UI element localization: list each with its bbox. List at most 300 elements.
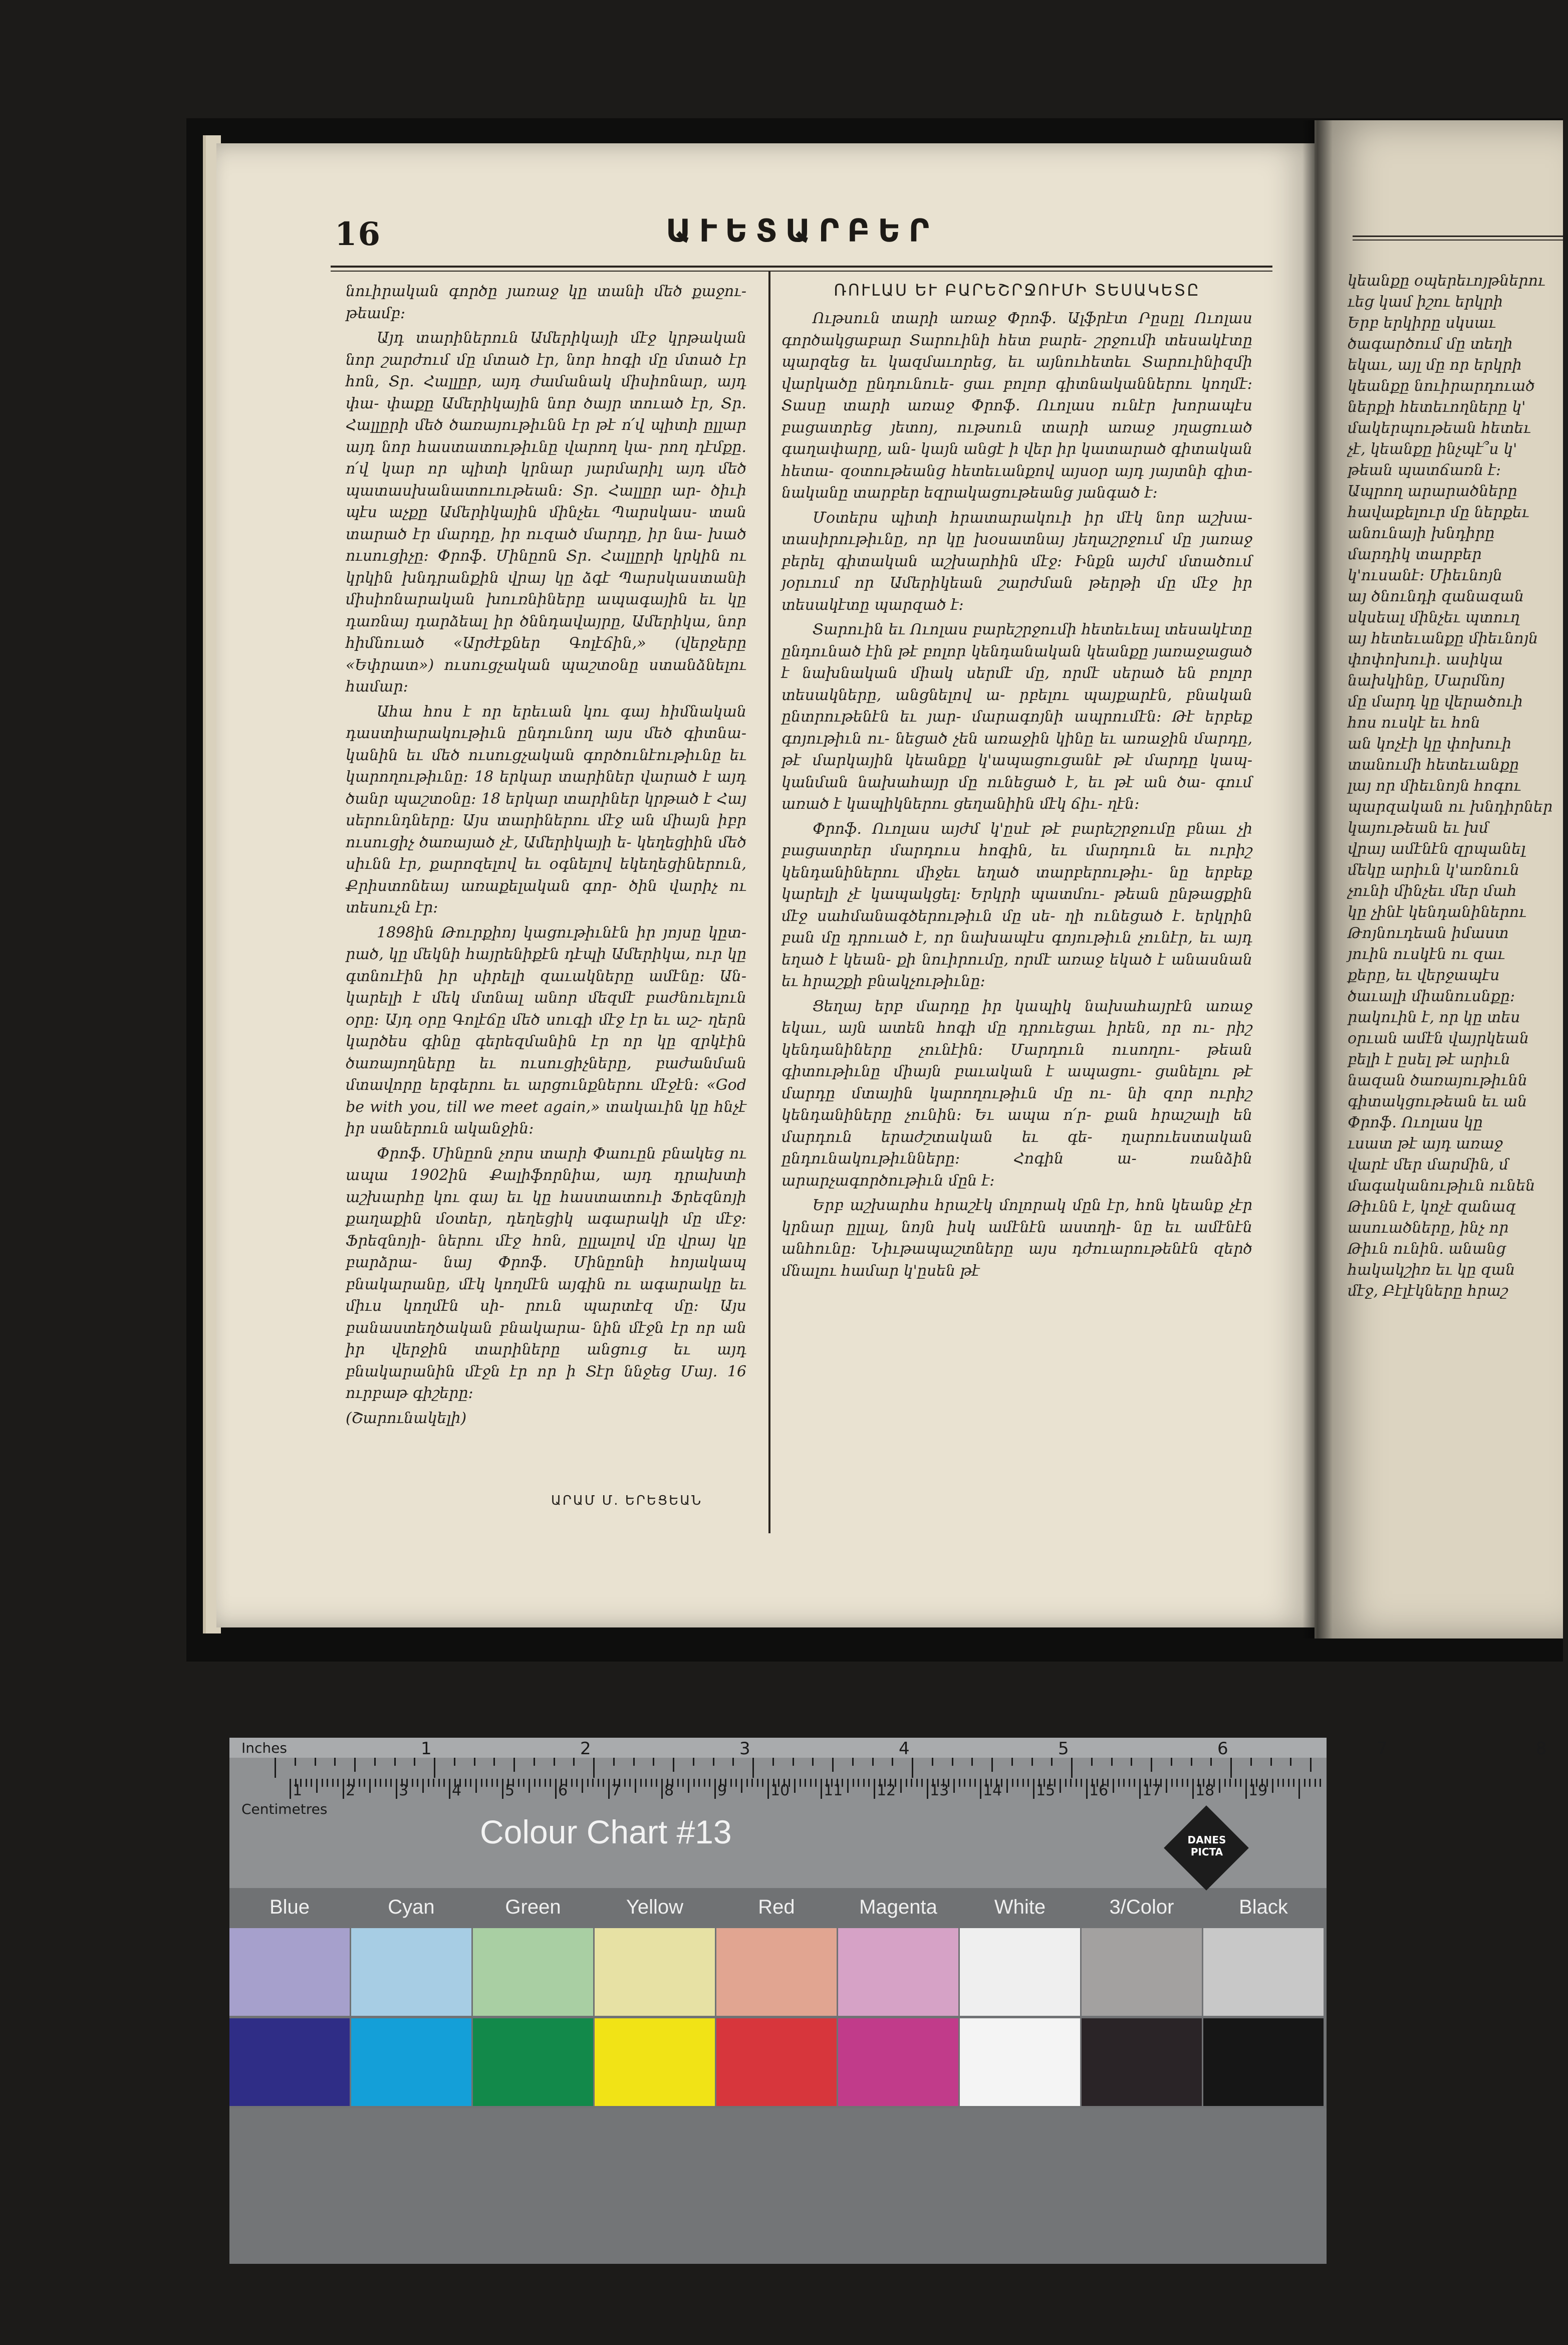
facing-page-line: այ ծնունդի զանազան — [1348, 588, 1524, 605]
swatch-label: Red — [758, 1896, 795, 1918]
swatch-dark — [838, 2018, 958, 2106]
cm-tick — [359, 1779, 360, 1787]
cm-tick — [290, 1779, 291, 1799]
cm-number: 8 — [664, 1782, 674, 1799]
logo-text: DANES PICTA — [1187, 1834, 1226, 1858]
continued-note: (Շարունակելի) — [346, 1409, 467, 1427]
cm-tick — [959, 1779, 960, 1787]
paragraph: Ցեղայ երբ մարդը իր կապիկ նախահայրէն առաջ եկաւ, այն ատեն հոգի մը դրուեցաւ իրեն, որ ու- րիշ կենդանիները չունէին։ Մարդուն ուսողու- թեան գիտութիւնը միայն բաւական է ապացու- ցանելու թէ մարդը մտային կարողութիւն մը ու- նի զոր ուրիշ կենդանիները չունին։ Եւ ապա ո՛ր- քան հրաշալի են մարդուն երաժշտական եւ գե- ղարուեստական ընդունակութիւնները։ Հոգին ա- ռանձին արարչագործութիւն մըն է։ — [781, 997, 1252, 1190]
paragraph: Այդ տարիներուն Ամերիկայի մէջ կրթական նոր շարժում մը մտած էր, նոր հոգի մը մտած էր հոն, Տր. Հալլըր, այդ ժամանակ միսիոնար, այդ փա- փաքը Ամերիկային նոր ծայր տուած էր, Տր. Հալլըրի մեծ ծառայութիւնն էր թէ ո՛վ պիտի ըլլար այդ նոր հաստատութիւնը վարող կա- րող դէմքը. ո՛վ կար որ պիտի կրնար յարմարիլ այդ մեծ պատասխանատուութեան։ Տր. Հալլըր ար- ծիւի պէս աչքը Ամերիկային մինչեւ Պարսկաս- տան տարած էր մարդը, իր ուզած մարդը, իր նա- խած ուսուցիչը։ Փրոֆ. Մինըոն Տր. Հալլըրի կրկին ու կրկին խնդրանքին վրայ կը ձգէ Պարսկաստանի միսիոնարական խուռնիները ապագային եւ կը դառնայ դարձեալ իր ծննդավայրը, Ամերիկա, նոր հիմնուած «Արժէքներ Գոլէճին,» (վերջերը «Եփրատ») ուսուցչական պաշտօնը ստանձնելու համար։ — [346, 329, 746, 695]
cm-tick — [800, 1779, 801, 1787]
facing-page-line: ան կոչէի կը փոխուի — [1348, 735, 1512, 753]
right-column — [781, 281, 1252, 1285]
facing-page-line: Թոյնուդեան իմաստ — [1348, 924, 1509, 942]
facing-page-line: թեան պատճառն է։ — [1348, 461, 1501, 479]
cm-tick — [1129, 1779, 1130, 1787]
cm-tick — [486, 1779, 487, 1787]
cm-tick — [1293, 1779, 1294, 1787]
facing-page-line: Երբ երկիրը սկսաւ — [1348, 314, 1496, 332]
inch-tick — [852, 1758, 854, 1766]
inch-tick — [513, 1758, 515, 1772]
cm-tick — [1033, 1779, 1034, 1799]
cm-tick — [746, 1779, 748, 1787]
cm-tick — [375, 1779, 376, 1787]
facing-page-line: մարդիկ տարբեր — [1348, 546, 1482, 563]
cm-tick — [730, 1779, 732, 1787]
cm-number: 3 — [399, 1782, 409, 1799]
cm-number: 19 — [1248, 1782, 1268, 1799]
cm-tick — [380, 1779, 381, 1787]
inch-tick — [573, 1758, 575, 1766]
inch-tick — [1290, 1758, 1291, 1766]
cm-tick — [443, 1779, 445, 1787]
swatch-label: Blue — [269, 1896, 310, 1918]
cm-tick — [396, 1779, 397, 1799]
inch-number: 6 — [1217, 1739, 1228, 1759]
cm-tick — [624, 1779, 626, 1787]
cm-tick — [911, 1779, 912, 1787]
inch-tick — [872, 1758, 874, 1766]
cm-tick — [874, 1779, 875, 1799]
column-divider — [768, 271, 770, 1533]
facing-page-line: հոս ուսկէ եւ հոն — [1348, 714, 1480, 732]
swatch-label: Magenta — [859, 1896, 937, 1918]
inch-tick — [334, 1758, 336, 1766]
inch-tick — [1250, 1758, 1252, 1766]
facing-page-line: յուին ուսկէն ու զաւ — [1348, 946, 1505, 963]
paragraph: Մօտերս պիտի հրատարակուի իր մէկ նոր աշխա- տասիրութիւնը, որ կը խօսատնայ յեղաշրջում մը յառաջ բերել գիտական աշխարհին մէջ։ Ինքն այժմ մտածում յօրւում որ Ամերիկեան շարժման թերթի մը մէջ իր տեսակէտը պարզած է։ — [781, 509, 1252, 614]
cm-tick — [767, 1779, 769, 1799]
inch-tick — [793, 1758, 794, 1766]
facing-page-line: Ապրող արարածները — [1348, 483, 1517, 500]
inch-tick — [374, 1758, 376, 1766]
paragraph: Երբ աշխարհս հրաշէկ մոլորակ մըն էր, հոն կեանք չէր կրնար ըլլալ, նոյն իսկ ամէնէն աստղի- նը եւ ամէնէն անհունը։ Նիւթապաշտները այս դժուարութենէն զերծ մնալու համար կ'ըսեն թէ — [781, 1197, 1252, 1280]
cm-tick — [916, 1779, 918, 1787]
cm-tick — [364, 1779, 365, 1787]
facing-page-text — [1348, 271, 1568, 1302]
inch-tick — [952, 1758, 953, 1766]
swatch-label: Green — [505, 1896, 561, 1918]
cm-number: 14 — [983, 1782, 1002, 1799]
cm-tick — [539, 1779, 541, 1787]
cm-tick — [640, 1779, 642, 1787]
ruler — [229, 1738, 1547, 1888]
cm-tick — [757, 1779, 758, 1787]
cm-number: 1 — [293, 1782, 303, 1799]
cm-tick — [1123, 1779, 1125, 1787]
colour-chart — [229, 1738, 1547, 2264]
inch-number: 5 — [1058, 1739, 1069, 1759]
inch-tick — [1011, 1758, 1013, 1766]
inch-tick — [1210, 1758, 1212, 1766]
inch-tick — [315, 1758, 316, 1766]
paragraph: 1898ին Թուրքիոյ կացութիւնէն իր յոյսը կըտ- րած, կը մեկնի հայրենիքէն դէպի Ամերիկա, ուր կը գտնուէին իր սիրելի զաւակները ամէնը։ Ան- կարելի է մեկ մտնալ անոր մեզմէ բաժնուելուն օրը։ Այդ օրը Գոլէճը մեծ սուգի մէջ էր եւ աշ- ղերն կարծես գինը գերեզմանին էր որ կը զրկէին ծառայողները եւ ուսուցիչները, բաժանման մտավորը երգերու եւ արցունքներու մէջէն։ «God be with you, till we meet again,» տակաւին կը հնչէ իր սաներուն ականջին։ — [346, 923, 746, 1137]
facing-page-line: Թիւնն է, կոչէ զանազ — [1348, 1198, 1516, 1216]
cm-tick — [316, 1779, 318, 1793]
inches-label: Inches — [241, 1740, 287, 1756]
inch-tick — [1270, 1758, 1272, 1766]
cm-tick — [1219, 1779, 1220, 1793]
cm-tick — [980, 1779, 981, 1799]
cm-tick — [741, 1779, 742, 1793]
inch-tick — [772, 1758, 774, 1766]
cm-tick — [433, 1779, 434, 1787]
inch-tick — [693, 1758, 694, 1766]
cm-number: 17 — [1142, 1782, 1162, 1799]
cm-tick — [635, 1779, 636, 1793]
facing-page-line: հակակշիռ եւ կը զան — [1348, 1261, 1515, 1279]
cm-tick — [1304, 1779, 1305, 1787]
facing-header-rule — [1353, 236, 1563, 237]
facing-page-line: կը չինէ կենդանիներու — [1348, 903, 1526, 921]
cm-tick — [629, 1779, 631, 1787]
cm-number: 7 — [611, 1782, 621, 1799]
cm-tick — [337, 1779, 339, 1787]
swatch-dark — [960, 2018, 1080, 2106]
swatch-light — [351, 1928, 471, 2016]
facing-page-line: ւեց կամ իշու երկրի — [1348, 293, 1503, 311]
cm-tick — [422, 1779, 424, 1793]
cm-tick — [1240, 1779, 1241, 1787]
inch-tick — [493, 1758, 495, 1766]
inch-tick — [295, 1758, 296, 1766]
inch-tick — [414, 1758, 415, 1766]
cm-tick — [682, 1779, 684, 1787]
cm-tick — [1166, 1779, 1167, 1793]
cm-tick — [1288, 1779, 1289, 1787]
cm-number: 11 — [824, 1782, 843, 1799]
swatch-label: Yellow — [626, 1896, 684, 1918]
inch-scale — [229, 1738, 1327, 1758]
cm-tick — [592, 1779, 594, 1787]
inch-tick — [534, 1758, 535, 1766]
cm-number: 6 — [558, 1782, 568, 1799]
cm-tick — [688, 1779, 689, 1793]
cm-tick — [821, 1779, 822, 1799]
cm-tick — [714, 1779, 716, 1799]
facing-page-line: վարէ մեր մարմին, մ — [1348, 1156, 1509, 1174]
cm-tick — [853, 1779, 854, 1787]
cm-tick — [1171, 1779, 1173, 1787]
facing-page-line: ներքի հետեւողները կ' — [1348, 398, 1526, 416]
cm-tick — [496, 1779, 498, 1787]
swatch-light — [473, 1928, 593, 2016]
cm-tick — [1081, 1779, 1082, 1787]
swatch-light — [960, 1928, 1080, 2016]
facing-page-line: լայ որ միեւնոյն հոգու — [1348, 777, 1521, 795]
cm-tick — [322, 1779, 323, 1787]
cm-tick — [698, 1779, 700, 1787]
inch-tick — [593, 1758, 595, 1778]
cm-tick — [751, 1779, 753, 1787]
facing-page-line: կեանքը օպերեւոյթներու — [1348, 272, 1545, 290]
cm-tick — [1272, 1779, 1273, 1793]
facing-page-line: Փրոֆ. Ուոլաս կը — [1348, 1114, 1483, 1131]
header-rule — [331, 266, 1272, 268]
cm-tick — [815, 1779, 817, 1787]
inch-tick — [1310, 1758, 1312, 1772]
cm-tick — [805, 1779, 806, 1787]
cm-tick — [438, 1779, 440, 1787]
cm-tick — [343, 1779, 344, 1799]
cm-tick — [1224, 1779, 1226, 1787]
inch-number: 4 — [899, 1739, 910, 1759]
swatch-dark — [473, 2018, 593, 2106]
paragraph: Տարուին եւ Ուոլաս բարեշրջումի հետեւեալ տեսակէտը ընդունած էին թէ բոլոր կենդանական կեանքը յառաջացած է նախնական միակ սերմէ մը, որմէ սերած են բոլոր տեսակները, անցնելով ա- րբելու պայքարէն, բնական ընտրութենէն եւ յար- մարագոյնի ապրումէն։ Թէ երբեք գոյութիւն ու- նեցած չեն առաջին կինը եւ առաջին մարդը, թէ մարկային կեանքը կ'ապացուցանէ թէ մարդը կապ- կանման նախահայր մը ունեցած է, եւ թէ ան ծա- գում առած է կապիկներու ցեղանիին մէկ ճիւ- ղէն։ — [781, 621, 1252, 813]
cm-tick — [868, 1779, 870, 1787]
left-column — [346, 281, 746, 1432]
inch-tick — [354, 1758, 356, 1772]
inch-tick — [434, 1758, 435, 1778]
facing-page-line: մէջ, Բէլէկները հրաշ — [1348, 1282, 1508, 1300]
article-heading: ՌՈՒԼԱՍ ԵՒ ԲԱՐԵՇՐՋՈՒՄԻ ՏԵՍԱԿԵՏԸ — [834, 281, 1200, 300]
book-gutter — [1302, 120, 1333, 1638]
swatch-light — [1082, 1928, 1202, 2016]
cm-tick — [603, 1779, 604, 1787]
cm-tick — [1182, 1779, 1183, 1787]
cm-tick — [1192, 1779, 1194, 1799]
facing-page-line: րակուին է, որ կը տես — [1348, 1009, 1520, 1026]
inch-tick — [554, 1758, 555, 1766]
cm-tick — [906, 1779, 907, 1787]
cm-tick — [385, 1779, 387, 1787]
swatch-label: 3/Color — [1109, 1896, 1174, 1918]
inch-tick — [1071, 1758, 1073, 1778]
inch-tick — [752, 1758, 754, 1778]
inch-tick — [932, 1758, 933, 1766]
inch-tick — [832, 1758, 834, 1772]
cm-tick — [449, 1779, 450, 1799]
inch-tick — [1051, 1758, 1053, 1766]
cm-tick — [1076, 1779, 1077, 1787]
inch-tick — [1031, 1758, 1033, 1766]
cm-tick — [1298, 1779, 1300, 1799]
facing-page-line: մը մարդ կը վերածուի — [1348, 693, 1523, 711]
inch-number: 3 — [739, 1739, 750, 1759]
facing-page-line: փոփոխուի. ասիկա — [1348, 651, 1503, 668]
cm-tick — [974, 1779, 976, 1787]
cm-tick — [518, 1779, 519, 1787]
cm-tick — [550, 1779, 551, 1787]
journal-title: ԱՒԵՏԱՐԲԵՐ — [666, 212, 937, 249]
cm-number: 2 — [346, 1782, 356, 1799]
cm-number: 5 — [505, 1782, 515, 1799]
cm-number: 16 — [1089, 1782, 1109, 1799]
cm-tick — [306, 1779, 307, 1787]
cm-tick — [1277, 1779, 1279, 1787]
inch-tick — [1171, 1758, 1172, 1766]
header-rule-thin — [331, 271, 1272, 272]
cm-tick — [608, 1779, 610, 1799]
cm-tick — [587, 1779, 589, 1787]
swatch-light — [716, 1928, 837, 2016]
inch-tick — [454, 1758, 455, 1766]
cm-tick — [1235, 1779, 1236, 1787]
swatch-dark — [1203, 2018, 1324, 2106]
cm-tick — [598, 1779, 599, 1787]
facing-page-line: հավաքելուր մը ներքեւ — [1348, 504, 1529, 521]
cm-tick — [953, 1779, 955, 1793]
facing-page-line: կայութեան եւ խմ — [1348, 819, 1489, 837]
swatch-light — [838, 1928, 958, 2016]
paragraph: Փրոֆ. Ուոլաս այժմ կ'ըսէ թէ բարեշրջումը բնաւ չի բացատրեր մարդուս հոգին, եւ մարդուն եւ ուրիշ կենդանիներու միջեւ եղած տարբերութիւ- նը երբեք կարելի չէ կապակցել։ Երկրի պատմու- թեան ընթացքին մէջ սահմանագծերութիւն մը սե- ղի ունեցած է. երկրին բան մը դրուած է, որ նախապէս գոյութիւն չունէր, եւ այդ եղած է կեան- քի նուիրումը, որմէ առաջ եկած է անասնան եւ հրաշքի բնակչութիւնը։ — [781, 820, 1252, 990]
facing-page-line: այ հետեւանքը միեւնոյն — [1348, 630, 1538, 647]
facing-page-line: կեանքը նուիրարդուած — [1348, 377, 1535, 395]
inch-tick — [275, 1758, 276, 1778]
cm-tick — [735, 1779, 737, 1787]
inch-number: 7 — [1377, 1739, 1388, 1759]
swatch-light — [1203, 1928, 1324, 2016]
paragraph: նուիրական գործը յառաջ կը տանի մեծ քաջու- թեամբ։ — [346, 283, 746, 322]
cm-tick — [412, 1779, 413, 1787]
facing-page-line: ւսատ թէ այդ առաջ — [1348, 1135, 1503, 1152]
cm-number: 9 — [717, 1782, 727, 1799]
facing-page-line: գիտակցութեան եւ ան — [1348, 1093, 1527, 1110]
cm-tick — [571, 1779, 573, 1787]
cm-tick — [847, 1779, 849, 1793]
cm-tick — [465, 1779, 466, 1787]
inch-tick — [1091, 1758, 1093, 1766]
cm-tick — [858, 1779, 859, 1787]
facing-page-line: անունայի խնդիրը — [1348, 525, 1495, 542]
facing-page-line: պարզական ու խնդիրներ — [1348, 798, 1553, 816]
inch-tick — [1151, 1758, 1152, 1772]
inch-number: 2 — [580, 1739, 591, 1759]
inch-tick — [732, 1758, 734, 1766]
cm-tick — [428, 1779, 429, 1787]
cm-tick — [921, 1779, 923, 1787]
cm-tick — [964, 1779, 965, 1787]
cm-number: 10 — [770, 1782, 790, 1799]
inch-number: 1 — [421, 1739, 432, 1759]
cm-tick — [1022, 1779, 1024, 1787]
paragraph: Ահա հոս է որ երեւան կու գայ հիմնական դաստիարակութիւն ընդունող այս մեծ գիտնա- կանին եւ մեծ ուսուցչական գործունէութիւնը եւ կարողութիւնը։ 18 երկար տարիներ վարած է այդ ծանր պաշտօնը։ 18 երկար տարիներ կրթած է Հայ սերունդները։ Այս տարիներու մէջ ան միայն իբր ուսուցիչ ծառայած չէ, Ամերիկայի ե- կեղեցիին մեծ սիւնն էր, քարոզելով եւ օգնելով եկեղեցիներուն, Քրիստոնեայ առաքելական գոր- ծին վարիչ ու տեսուչն էր։ — [346, 702, 746, 916]
facing-page-line: տանումի հետեւանքը — [1348, 756, 1519, 774]
cm-tick — [1060, 1779, 1061, 1793]
facing-page-line: չունի մինչեւ մեր մահ — [1348, 882, 1517, 900]
inch-tick — [394, 1758, 396, 1766]
facing-page-line: մակերպութեան հետեւ — [1348, 419, 1531, 437]
cm-tick — [470, 1779, 471, 1787]
cm-tick — [1320, 1779, 1321, 1787]
inch-tick — [812, 1758, 814, 1766]
cm-tick — [1118, 1779, 1120, 1787]
facing-page-line: կ'ուսանէ։ Միեւնոյն — [1348, 567, 1503, 584]
cm-tick — [327, 1779, 328, 1787]
swatch-dark — [1082, 2018, 1202, 2106]
swatch-light — [595, 1928, 715, 2016]
cm-tick — [969, 1779, 971, 1787]
swatch-dark — [351, 2018, 471, 2106]
inch-tick — [613, 1758, 615, 1766]
cm-tick — [1229, 1779, 1231, 1787]
facing-page-line: ծագարծում մը տեղի — [1348, 335, 1513, 353]
cm-tick — [1065, 1779, 1067, 1787]
page-number: 16 — [335, 215, 382, 253]
cm-tick — [863, 1779, 865, 1787]
swatch-dark — [229, 2018, 350, 2106]
inch-tick — [633, 1758, 635, 1766]
facing-page-line: բելի է ըսել թէ արիւն — [1348, 1051, 1510, 1068]
cm-tick — [656, 1779, 657, 1787]
cm-tick — [645, 1779, 647, 1787]
facing-page-line: ասուածները, ինչ որ — [1348, 1219, 1509, 1237]
cm-tick — [534, 1779, 536, 1787]
cm-tick — [576, 1779, 578, 1787]
inch-tick — [892, 1758, 893, 1766]
cm-tick — [1017, 1779, 1018, 1787]
cm-tick — [369, 1779, 371, 1793]
facing-page-line: վրայ ամէնէն զրպանել — [1348, 840, 1526, 858]
inch-tick — [673, 1758, 674, 1772]
cm-tick — [502, 1779, 503, 1799]
facing-page-line: նազան ծառայութիւնն — [1348, 1072, 1527, 1089]
cm-number: 15 — [1036, 1782, 1056, 1799]
facing-page-line: եկաւ, այլ մը որ երկրի — [1348, 356, 1522, 374]
cm-tick — [1139, 1779, 1141, 1799]
cm-tick — [332, 1779, 334, 1787]
swatch-label: White — [994, 1896, 1046, 1918]
cm-tick — [762, 1779, 763, 1787]
swatch-light — [229, 1928, 350, 2016]
cm-tick — [677, 1779, 679, 1787]
facing-page-line: սկսեալ մինչեւ պտուղ — [1348, 609, 1520, 626]
cm-tick — [481, 1779, 482, 1787]
cm-tick — [709, 1779, 710, 1787]
cm-tick — [1006, 1779, 1008, 1793]
cm-tick — [1245, 1779, 1247, 1799]
cm-number: 12 — [877, 1782, 896, 1799]
inch-tick — [474, 1758, 475, 1766]
cm-tick — [810, 1779, 812, 1787]
cm-tick — [582, 1779, 583, 1793]
chart-bottom-strip — [229, 2108, 1327, 2264]
cm-number: 4 — [452, 1782, 462, 1799]
inch-tick — [912, 1758, 913, 1778]
facing-page-line: Թիւն ունին. անանց — [1348, 1240, 1506, 1258]
chart-title: Colour Chart #13 — [480, 1813, 732, 1850]
facing-page-line: նախկինը, Մարմնոյ — [1348, 672, 1505, 689]
facing-page-line: չէ, կեանքը ինչպէ՞ս կ' — [1348, 440, 1517, 458]
swatch-dark — [716, 2018, 837, 2106]
cm-tick — [693, 1779, 695, 1787]
cm-tick — [529, 1779, 530, 1793]
cm-tick — [555, 1779, 557, 1799]
facing-header-rule-thin — [1353, 240, 1563, 241]
inch-tick — [991, 1758, 993, 1772]
cm-tick — [1176, 1779, 1178, 1787]
cm-tick — [1012, 1779, 1013, 1787]
facing-page-line: մեկը արիւն կ'առնուն — [1348, 861, 1519, 879]
cm-tick — [523, 1779, 525, 1787]
paragraph: Փրոֆ. Մինըոն չորս տարի Փաուըն բնակեց ու ապա 1902ին Քալիֆորնիա, այդ դրախտի աշխարհը կու գայ եւ կը հաստատուի Ֆրեզնոյի քաղաքին մօտեր, դեղեցիկ ագարակի մը մէջ։ Ֆրեզնոյի- ներու մէջ հոն, ըլլալով մը վրայ կը բարձրա- նայ Փրոֆ. Մինըոնի հոյակապ բնակարանը, մէկ կողմէն այգին ու ագարակը եւ միւս կողմէն սի- րուն պարտէզ մը։ Այս բանաստեղծական բնակարա- նին մէջն էր որ ան իր վերջին տարիները անցուց եւ այդ բնակարանին մէջն էր որ ի Տէր ննջեց Մայ. 16 ուրբաթ գիշերը։ — [346, 1144, 746, 1402]
swatch-dark — [595, 2018, 715, 2106]
cm-tick — [1309, 1779, 1311, 1787]
author-signature: ԱՐԱՄ Մ. ԵՐԵՑԵԱՆ — [551, 1493, 703, 1508]
cm-tick — [1315, 1779, 1316, 1787]
inch-tick — [971, 1758, 973, 1766]
cm-tick — [704, 1779, 705, 1787]
cm-tick — [390, 1779, 392, 1787]
cm-tick — [1086, 1779, 1088, 1799]
facing-page-line: քերը, եւ վերջապէս — [1348, 967, 1500, 984]
paragraph: Ութսուն տարի առաջ Փրոֆ. Ալֆրէտ Րըսըլ Ուոլաս գործակցաբար Տարուինի հետ բարե- շրջումի տեսակէտը պարզեց եւ կազմաւորեց, եւ այնուհետեւ Տարուինիզմի վարկածը ընդունուե- ցաւ բոլոր գիտնականներու կողմէ։ Տասը տարի առաջ Փրոֆ. Ուոլաս ունէր խորապէս բացատրեց յետոյ, ութսուն տարի առաջ յղացուած գաղափարը, ան- կայն անցէ ի վեր իր կատարած գիտական հետա- զօտութեանց հետեւանքով այսօր այդ յայտնի գիտ- նականը տարբեր եզրակացութեանց յանգած է։ — [781, 310, 1252, 502]
facing-page-line: օրւան ամէն վայրկեան — [1348, 1030, 1529, 1047]
cm-number: 18 — [1195, 1782, 1215, 1799]
cm-tick — [661, 1779, 663, 1799]
inch-tick — [713, 1758, 714, 1766]
cm-tick — [311, 1779, 312, 1787]
